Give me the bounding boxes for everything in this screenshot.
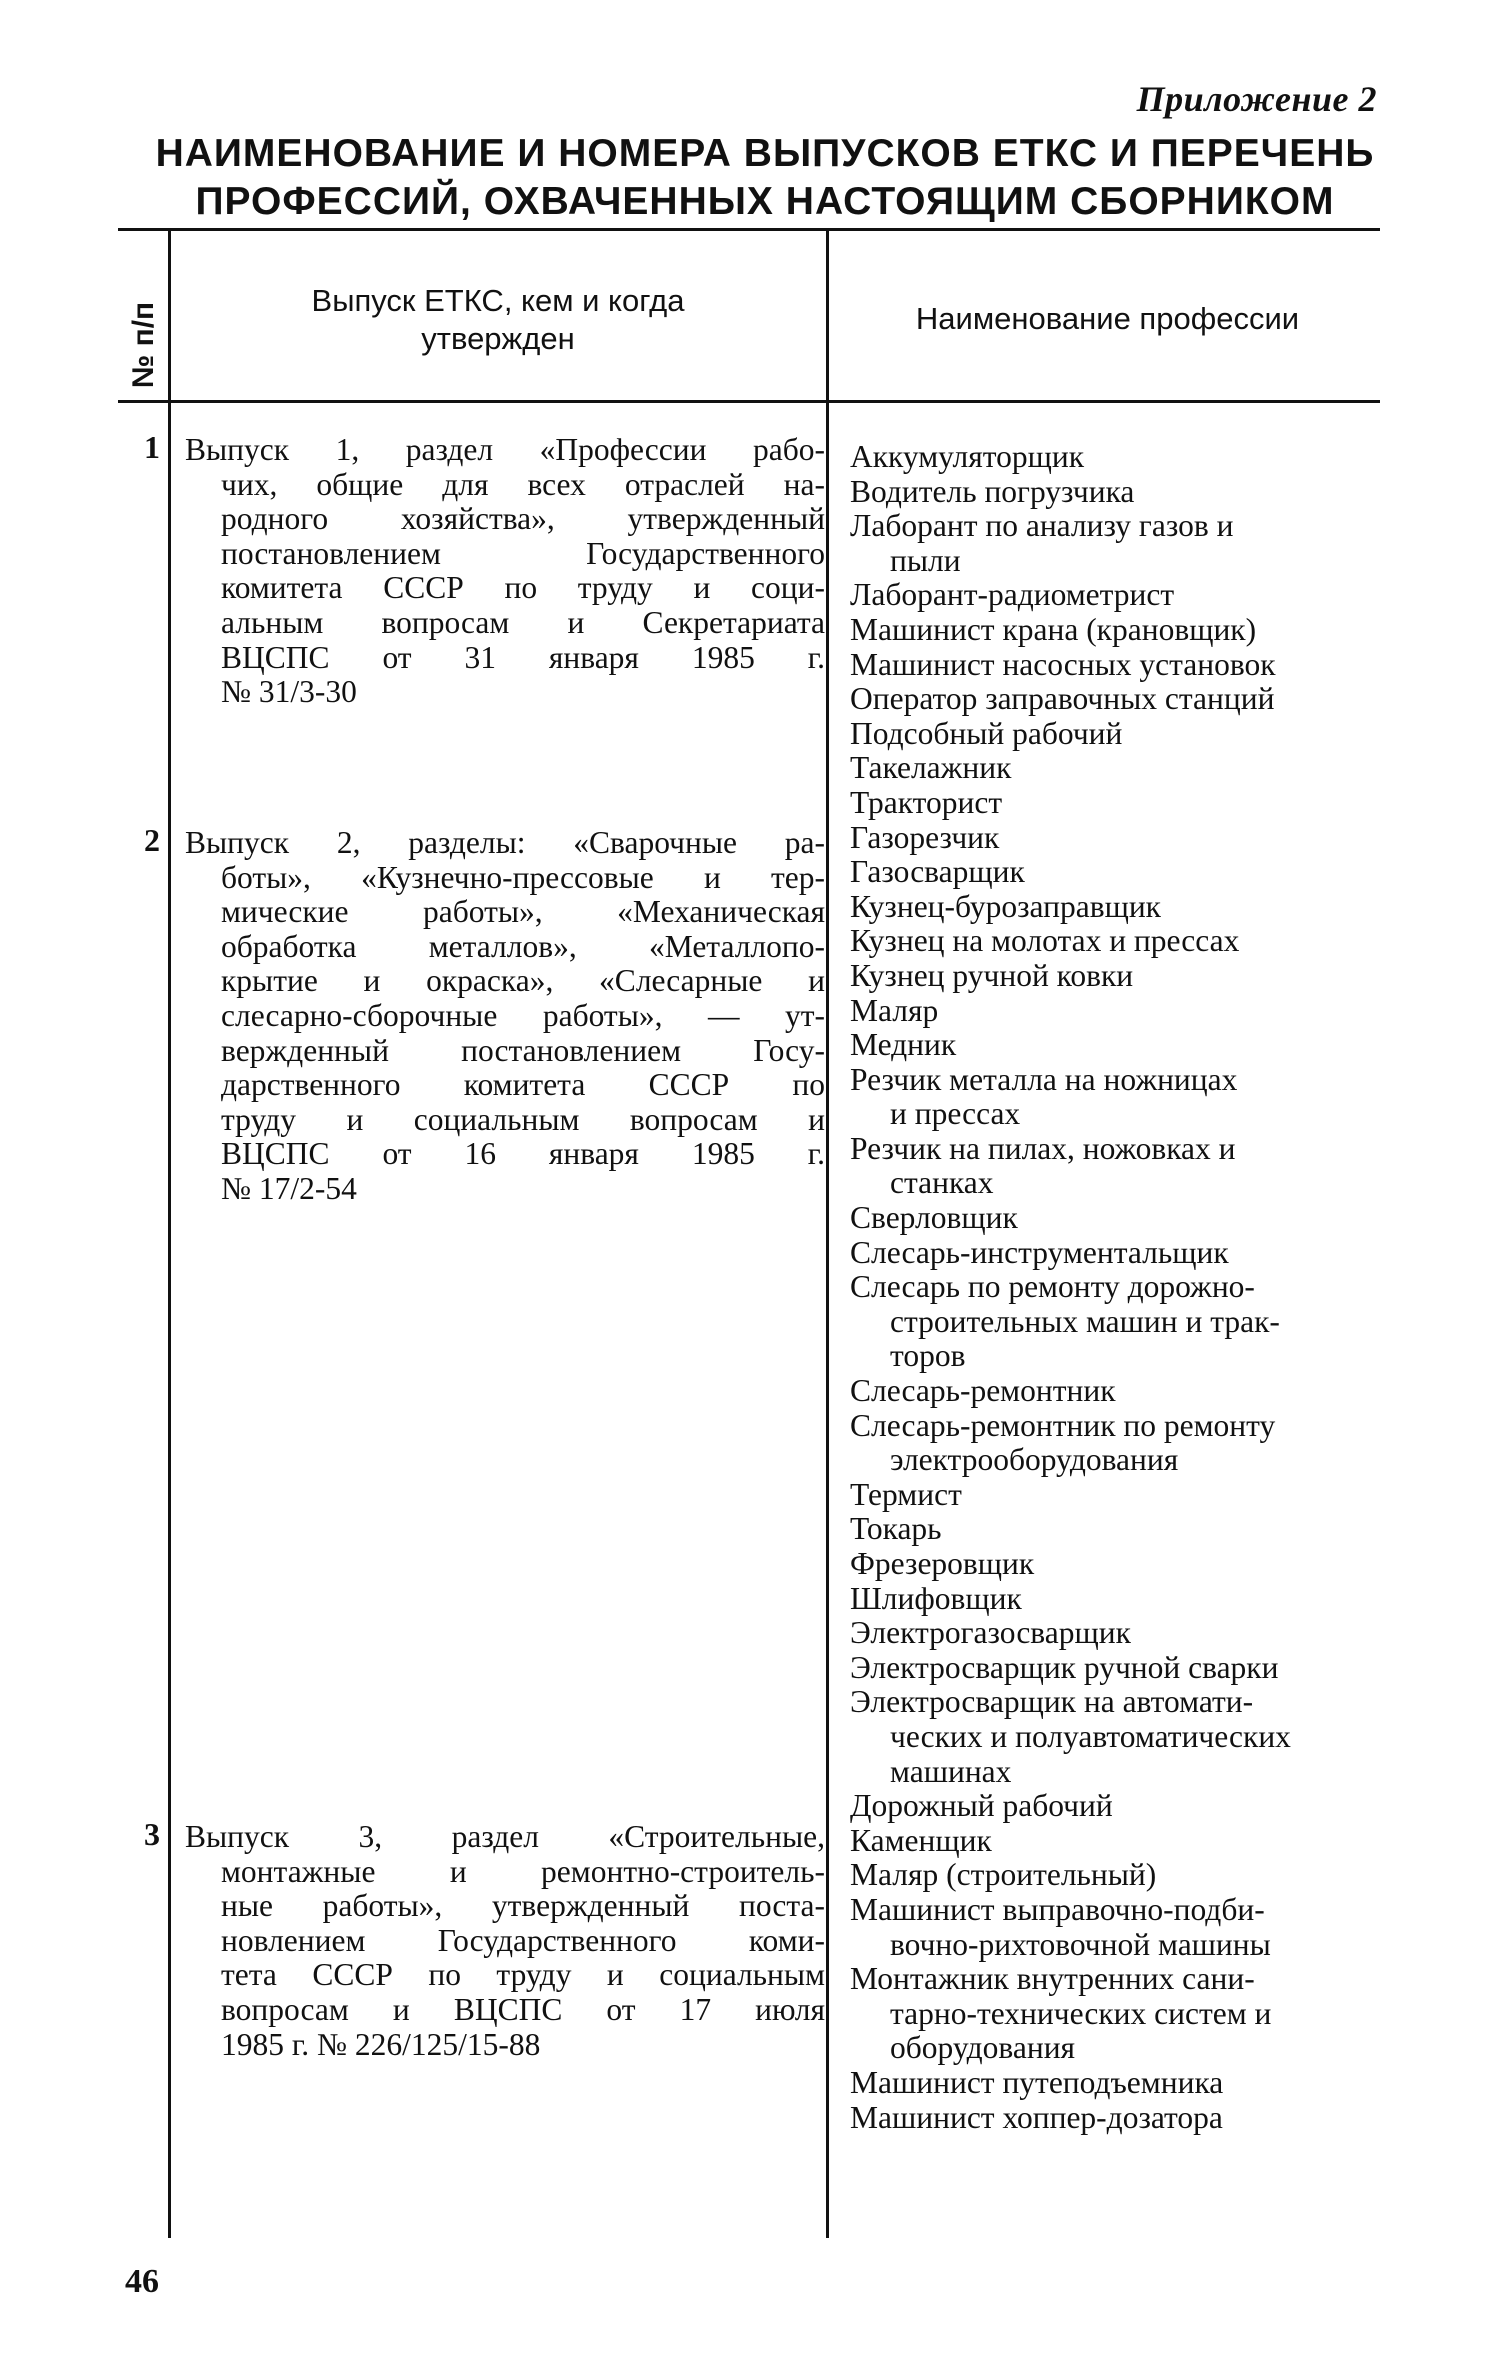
issue-line: боты», «Кузнечно-прессовые и тер- (221, 859, 825, 895)
profession-item (850, 648, 1390, 683)
profession-item (850, 1962, 1390, 2066)
profession-item (850, 751, 1390, 786)
profession-line: Резчик на пилах, ножовках и (850, 1130, 1236, 1166)
profession-item (850, 1858, 1390, 1893)
profession-line: и прессах (890, 1096, 1021, 1132)
issue-line: вержденный постановлением Госу- (221, 1032, 825, 1068)
profession-line: вочно-рихтовочной машины (890, 1926, 1271, 1962)
issue-line: мические работы», «Механическая (221, 894, 825, 930)
profession-item (850, 613, 1390, 648)
issue-line: ВЦСПС от 31 января 1985 г. (221, 639, 825, 675)
issue-line: вопросам и ВЦСПС от 17 июля (221, 1991, 825, 2027)
profession-item (850, 1789, 1390, 1824)
header-number: № п/п (127, 301, 161, 389)
profession-line: Каменщик (850, 1822, 992, 1858)
profession-line: Сверловщик (850, 1200, 1018, 1236)
profession-line: Тракторист (850, 784, 1003, 820)
profession-line: Термист (850, 1476, 962, 1512)
issue-line: обработка металлов», «Металлопо- (221, 928, 825, 964)
document-title (150, 130, 1380, 226)
profession-line: Кузнец на молотах и прессах (850, 923, 1240, 959)
profession-item (850, 1824, 1390, 1859)
issue-line: ные работы», утвержденный поста- (221, 1888, 825, 1924)
profession-line: Машинист насосных установок (850, 646, 1276, 682)
profession-line: электрооборудования (890, 1442, 1179, 1478)
profession-line: Водитель погрузчика (850, 473, 1135, 509)
profession-item (850, 924, 1390, 959)
profession-line: Машинист крана (крановщик) (850, 611, 1257, 647)
profession-line: Лаборант-радиометрист (850, 577, 1175, 613)
issue-line: дарственного комитета СССР по (221, 1067, 825, 1103)
column-divider-1 (168, 228, 171, 2238)
profession-line: Газорезчик (850, 819, 1000, 855)
profession-line: Оператор заправочных станций (850, 681, 1275, 717)
profession-line: пыли (890, 542, 961, 578)
issue-line: крытие и окраска», «Слесарные и (221, 963, 825, 999)
issue-line: тета СССР по труду и социальным (221, 1957, 825, 1993)
profession-item (850, 1478, 1390, 1513)
issue-cell-1 (185, 433, 825, 710)
profession-item (850, 1063, 1390, 1132)
issue-line: комитета СССР по труду и соци- (221, 570, 825, 606)
profession-line: тарно-технических систем и (890, 1995, 1272, 2031)
profession-line: оборудования (890, 2030, 1076, 2066)
profession-item (850, 717, 1390, 752)
row-number-3: 3 (144, 1816, 160, 1852)
issue-line: слесарно-сборочные работы», — ут- (221, 997, 825, 1033)
issue-line: 1985 г. № 226/125/15-88 (221, 2026, 541, 2062)
profession-list (850, 440, 1390, 2135)
issue-line: постановлением Государственного (221, 535, 825, 571)
issue-line: чих, общие для всех отраслей на- (221, 466, 825, 502)
profession-line: Фрезеровщик (850, 1546, 1035, 1581)
profession-item (850, 1132, 1390, 1201)
profession-line: Слесарь-ремонтник по ремонту (850, 1407, 1276, 1443)
header-issue: Выпуск ЕТКС, кем и когда утвержден (311, 283, 685, 356)
profession-line: Машинист хоппер-дозатора (850, 2099, 1223, 2135)
profession-line: Кузнец-бурозаправщик (850, 888, 1161, 924)
header-profession: Наименование профессии (915, 301, 1300, 336)
title-line-1: НАИМЕНОВАНИЕ И НОМЕРА ВЫПУСКОВ ЕТКС И ПЕРЕЧЕНЬ (155, 132, 1375, 175)
profession-line: Электрогазосварщик (850, 1615, 1131, 1651)
profession-line: станках (890, 1165, 994, 1201)
profession-item (850, 1236, 1390, 1271)
profession-line: Монтажник внутренних сани- (850, 1961, 1255, 1997)
profession-item (850, 994, 1390, 1029)
appendix-label: Приложение 2 (1136, 79, 1377, 119)
issue-line: № 31/3-30 (221, 674, 357, 710)
profession-item (850, 1374, 1390, 1409)
profession-line: Электросварщик ручной сварки (850, 1649, 1279, 1685)
issue-cell-2 (185, 826, 825, 1207)
profession-item (850, 1547, 1390, 1582)
profession-item (850, 1028, 1390, 1063)
table-top-rule (118, 228, 1380, 231)
profession-line: Машинист выправочно-подби- (850, 1891, 1265, 1927)
profession-item (850, 1685, 1390, 1789)
profession-line: торов (890, 1338, 966, 1374)
profession-item (850, 1582, 1390, 1617)
profession-item (850, 2101, 1390, 2136)
profession-item (850, 855, 1390, 890)
row-number-1: 1 (144, 429, 160, 465)
profession-line: ческих и полуавтоматических (890, 1718, 1291, 1754)
profession-item (850, 821, 1390, 856)
profession-line: Машинист путеподъемника (850, 2064, 1224, 2100)
issue-line: Выпуск 1, раздел «Профессии рабо- (185, 432, 825, 467)
issue-line: Выпуск 3, раздел «Строительные, (185, 1819, 825, 1854)
profession-item (850, 2066, 1390, 2101)
issue-line: труду и социальным вопросам и (221, 1101, 825, 1137)
profession-item (850, 509, 1390, 578)
profession-line: Резчик металла на ножницах (850, 1061, 1238, 1097)
issue-line: ВЦСПС от 16 января 1985 г. (221, 1136, 825, 1172)
profession-line: Медник (850, 1027, 957, 1063)
issue-line: № 17/2-54 (221, 1170, 357, 1206)
row-number-2: 2 (144, 822, 160, 858)
profession-line: Подсобный рабочий (850, 715, 1123, 751)
issue-line: монтажные и ремонтно-строитель- (221, 1853, 825, 1889)
profession-item (850, 1512, 1390, 1547)
profession-line: Аккумуляторщик (850, 439, 1085, 474)
profession-line: Электросварщик на автомати- (850, 1684, 1254, 1720)
profession-line: Кузнец ручной ковки (850, 957, 1134, 993)
profession-item (850, 890, 1390, 925)
page-number: 46 (125, 2263, 159, 2300)
profession-line: Газосварщик (850, 854, 1025, 890)
profession-item (850, 959, 1390, 994)
profession-line: Лаборант по анализу газов и (850, 508, 1234, 544)
profession-line: Слесарь-инструментальщик (850, 1234, 1229, 1270)
profession-item (850, 1409, 1390, 1478)
title-line-2: ПРОФЕССИЙ, ОХВАЧЕННЫХ НАСТОЯЩИМ СБОРНИКОМ (195, 180, 1335, 223)
profession-line: Дорожный рабочий (850, 1788, 1113, 1824)
profession-item (850, 1651, 1390, 1686)
profession-item (850, 578, 1390, 613)
profession-item (850, 1616, 1390, 1651)
issue-line: альным вопросам и Секретариата (221, 604, 825, 640)
profession-item (850, 682, 1390, 717)
profession-line: Токарь (850, 1511, 942, 1547)
profession-line: Маляр (строительный) (850, 1857, 1157, 1893)
profession-line: Маляр (850, 992, 939, 1028)
profession-item (850, 1270, 1390, 1374)
profession-item (850, 786, 1390, 821)
profession-line: Слесарь-ремонтник (850, 1373, 1116, 1409)
profession-line: строительных машин и трак- (890, 1303, 1280, 1339)
profession-line: Шлифовщик (850, 1580, 1022, 1616)
profession-item (850, 1201, 1390, 1236)
issue-line: родного хозяйства», утвержденный (221, 501, 825, 537)
table-header-rule (118, 400, 1380, 403)
issue-line: Выпуск 2, разделы: «Сварочные ра- (185, 825, 825, 860)
issue-cell-3 (185, 1820, 825, 2062)
issue-line: новлением Государственного коми- (221, 1922, 825, 1958)
profession-item (850, 1893, 1390, 1962)
profession-item (850, 440, 1390, 475)
profession-line: машинах (890, 1753, 1012, 1789)
profession-item (850, 475, 1390, 510)
profession-line: Такелажник (850, 750, 1012, 786)
column-divider-2 (826, 228, 829, 2238)
profession-line: Слесарь по ремонту дорожно- (850, 1269, 1255, 1305)
